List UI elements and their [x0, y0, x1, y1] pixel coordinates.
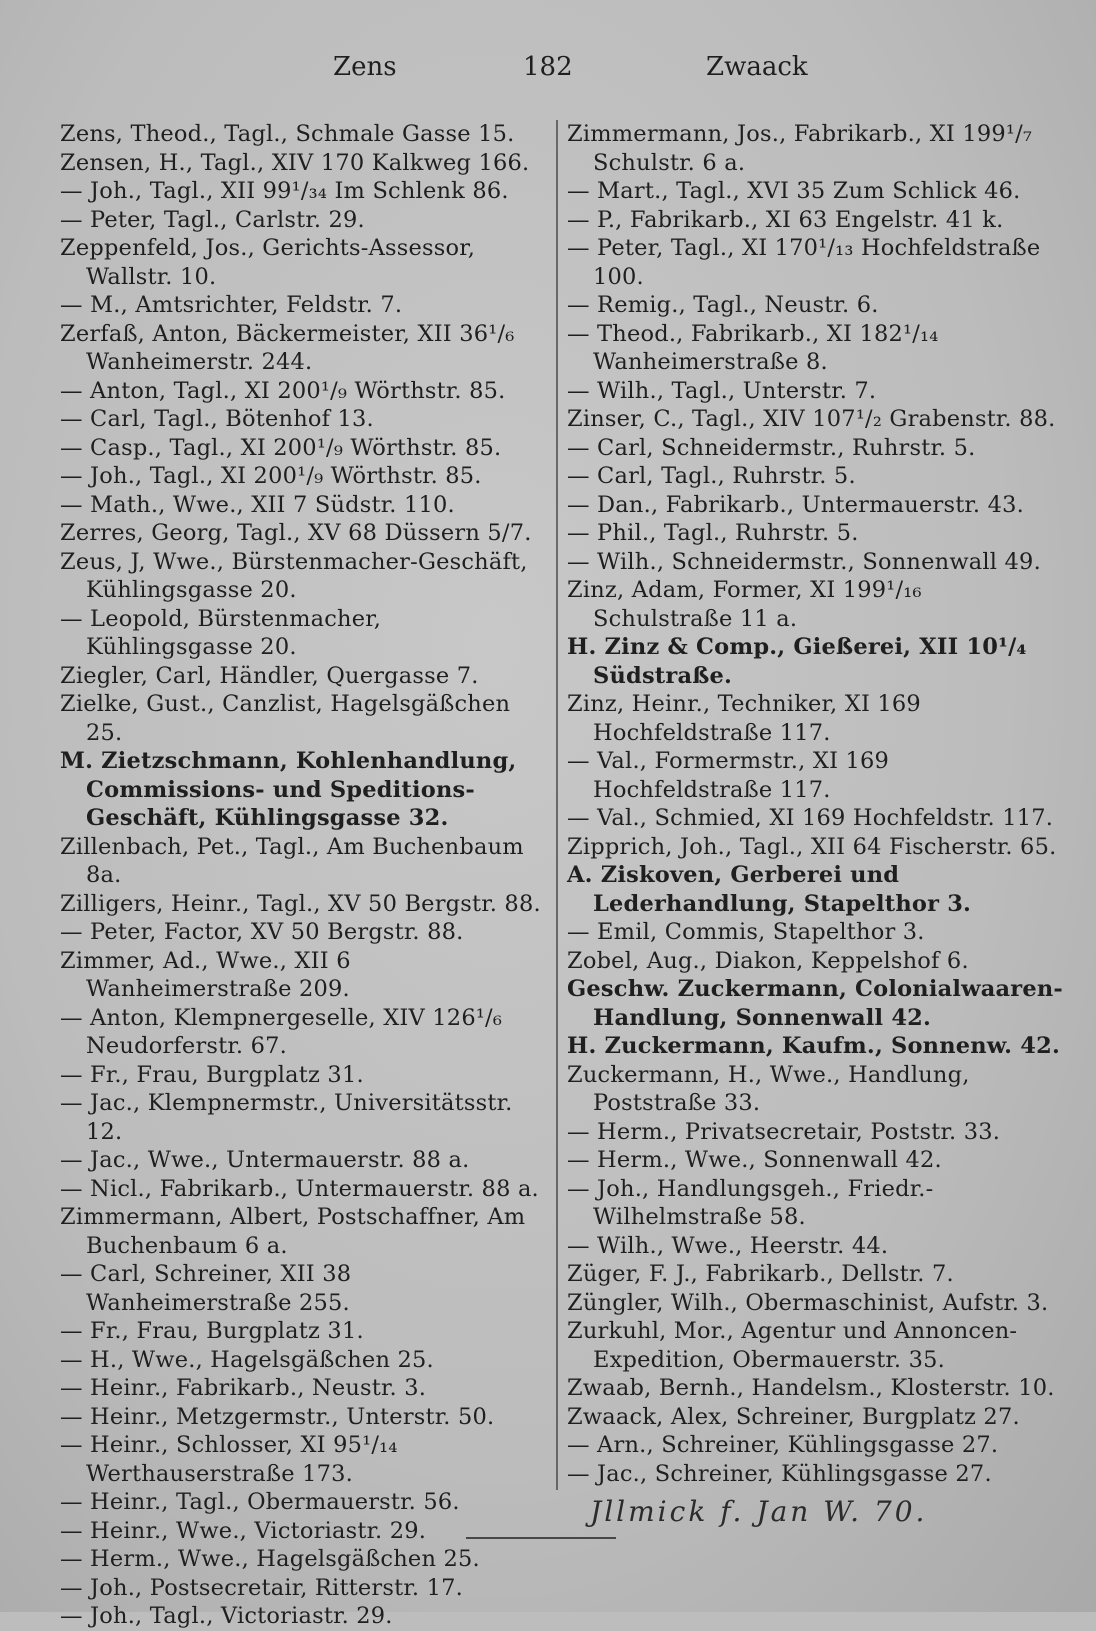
directory-entry: Zwaab, Bernh., Handelsm., Klosterstr. 10. — [567, 1375, 1055, 1401]
directory-entry: — Anton, Klempnergeselle, XIV 126¹/₆ Neudorferstr. 67. — [60, 1004, 503, 1059]
directory-entry: — Peter, Factor, XV 50 Bergstr. 88. — [60, 919, 464, 945]
directory-entry: Zeppenfeld, Jos., Gerichts-Assessor, Wallstr. 10. — [60, 235, 476, 290]
directory-entry: — Anton, Tagl., XI 200¹/₉ Wörthstr. 85. — [60, 377, 506, 404]
directory-entry: — Leopold, Bürstenmacher, Kühlingsgasse 20. — [60, 605, 382, 660]
left-column — [60, 120, 548, 1631]
directory-entry: — Val., Formermstr., XI 169 Hochfeldstraße 117. — [567, 748, 890, 803]
directory-entry: Zuckermann, H., Wwe., Handlung, Poststraße 33. — [567, 1061, 970, 1116]
directory-entry: Zens, Theod., Tagl., Schmale Gasse 15. — [60, 121, 515, 147]
directory-entry: — M., Amtsrichter, Feldstr. 7. — [60, 292, 403, 318]
directory-entry: Zerfaß, Anton, Bäckermeister, XII 36¹/₆ Wanheimerstr. 244. — [60, 320, 515, 375]
directory-entry: — Carl, Tagl., Bötenhof 13. — [60, 406, 374, 432]
directory-entry: Zimmer, Ad., Wwe., XII 6 Wanheimerstraße 209. — [60, 947, 351, 1002]
header-left-keyword: Zens — [333, 52, 397, 82]
directory-entry: Ziegler, Carl, Händler, Quergasse 7. — [60, 662, 479, 689]
directory-entry: — Val., Schmied, XI 169 Hochfeldstr. 117. — [567, 805, 1054, 831]
directory-entry: — Herm., Wwe., Hagelsgäßchen 25. — [60, 1546, 480, 1572]
directory-entry: — Emil, Commis, Stapelthor 3. — [567, 919, 925, 945]
directory-entry: — Fr., Frau, Burgplatz 31. — [60, 1318, 364, 1344]
directory-entry: Zwaack, Alex, Schreiner, Burgplatz 27. — [567, 1403, 1020, 1430]
directory-entry: — Joh., Tagl., Victoriastr. 29. — [60, 1603, 393, 1629]
directory-entry: — Carl, Schneidermstr., Ruhrstr. 5. — [567, 434, 976, 461]
directory-entry: Zipprich, Joh., Tagl., XII 64 Fischerstr. 65. — [567, 833, 1057, 860]
directory-entry: Geschw. Zuckermann, Colonialwaaren-Handlung, Sonnenwall 42. — [567, 976, 1063, 1031]
directory-entry: — Phil., Tagl., Ruhrstr. 5. — [567, 520, 859, 546]
directory-entry: — Heinr., Fabrikarb., Neustr. 3. — [60, 1375, 427, 1401]
directory-entry: A. Ziskoven, Gerberei und Lederhandlung, Stapelthor 3. — [567, 862, 972, 917]
directory-entry: H. Zinz & Comp., Gießerei, XII 10¹/₄ Südstraße. — [567, 634, 1027, 689]
directory-entry: — Peter, Tagl., Carlstr. 29. — [60, 206, 365, 233]
directory-entry: — P., Fabrikarb., XI 63 Engelstr. 41 k. — [567, 206, 1004, 233]
column-divider — [556, 120, 558, 1490]
directory-entry: — Heinr., Schlosser, XI 95¹/₁₄ Werthauserstraße 173. — [60, 1432, 398, 1487]
directory-entry: — Jac., Schreiner, Kühlingsgasse 27. — [567, 1460, 992, 1487]
directory-entry: — Joh., Handlungsgeh., Friedr.-Wilhelmstraße 58. — [567, 1175, 934, 1230]
directory-entry: — Heinr., Tagl., Obermauerstr. 56. — [60, 1489, 460, 1515]
directory-entry: — Jac., Wwe., Untermauerstr. 88 a. — [60, 1147, 470, 1173]
directory-entry: — Wilh., Tagl., Unterstr. 7. — [567, 377, 877, 404]
directory-entry: Zensen, H., Tagl., XIV 170 Kalkweg 166. — [60, 149, 530, 176]
directory-entry: — Dan., Fabrikarb., Untermauerstr. 43. — [567, 491, 1025, 518]
directory-entry: Zinz, Adam, Former, XI 199¹/₁₆ Schulstraße 11 a. — [567, 577, 922, 632]
handwritten-note: Jllmick f. Jan W. 70. — [590, 1495, 928, 1528]
directory-entry: — Joh., Postsecretair, Ritterstr. 17. — [60, 1574, 463, 1601]
page-header — [0, 52, 1096, 92]
directory-entry: — Remig., Tagl., Neustr. 6. — [567, 292, 879, 318]
directory-entry: — Wilh., Schneidermstr., Sonnenwall 49. — [567, 548, 1041, 575]
directory-entry: — Nicl., Fabrikarb., Untermauerstr. 88 a. — [60, 1175, 539, 1202]
directory-entry: Zinz, Heinr., Techniker, XI 169 Hochfeldstraße 117. — [567, 691, 921, 746]
directory-entry: — Herm., Privatsecretair, Poststr. 33. — [567, 1118, 1001, 1145]
directory-entry: — Herm., Wwe., Sonnenwall 42. — [567, 1147, 942, 1173]
directory-entry: — Casp., Tagl., XI 200¹/₉ Wörthstr. 85. — [60, 434, 502, 461]
directory-entry: Zeus, J, Wwe., Bürstenmacher-Geschäft, Kühlingsgasse 20. — [60, 548, 528, 603]
directory-entry: — Heinr., Wwe., Victoriastr. 29. — [60, 1517, 427, 1544]
directory-entry: M. Zietzschmann, Kohlenhandlung, Commissions- und Speditions-Geschäft, Kühlingsgasse 32. — [60, 748, 517, 831]
directory-entry: — Peter, Tagl., XI 170¹/₁₃ Hochfeldstraße 100. — [567, 235, 1041, 290]
right-column — [567, 120, 1065, 1488]
directory-entry: Zielke, Gust., Canzlist, Hagelsgäßchen 25. — [60, 691, 511, 746]
directory-entry: — H., Wwe., Hagelsgäßchen 25. — [60, 1346, 434, 1373]
directory-entry: — Joh., Tagl., XII 99¹/₃₄ Im Schlenk 86. — [60, 178, 509, 204]
directory-entry: H. Zuckermann, Kaufm., Sonnenw. 42. — [567, 1033, 1060, 1059]
directory-entry: — Mart., Tagl., XVI 35 Zum Schlick 46. — [567, 178, 1021, 204]
directory-entry: Zerres, Georg, Tagl., XV 68 Düssern 5/7. — [60, 520, 532, 546]
directory-entry: Zilligers, Heinr., Tagl., XV 50 Bergstr. 88. — [60, 890, 541, 917]
directory-entry: Zurkuhl, Mor., Agentur und Annoncen-Expedition, Obermauerstr. 35. — [567, 1318, 1018, 1373]
directory-entry: — Carl, Tagl., Ruhrstr. 5. — [567, 463, 856, 489]
directory-entry: — Arn., Schreiner, Kühlingsgasse 27. — [567, 1432, 999, 1458]
directory-entry: Zinser, C., Tagl., XIV 107¹/₂ Grabenstr. 88. — [567, 406, 1056, 432]
directory-entry: Zillenbach, Pet., Tagl., Am Buchenbaum 8a. — [60, 833, 524, 888]
directory-entry: Zobel, Aug., Diakon, Keppelshof 6. — [567, 947, 969, 974]
directory-entry: Zimmermann, Jos., Fabrikarb., XI 199¹/₇ Schulstr. 6 a. — [567, 121, 1033, 176]
directory-entry: — Theod., Fabrikarb., XI 182¹/₁₄ Wanheimerstraße 8. — [567, 320, 939, 375]
directory-entry: Züger, F. J., Fabrikarb., Dellstr. 7. — [567, 1261, 954, 1287]
directory-entry: — Joh., Tagl., XI 200¹/₉ Wörthstr. 85. — [60, 463, 482, 489]
directory-entry: — Math., Wwe., XII 7 Südstr. 110. — [60, 491, 455, 518]
header-right-keyword: Zwaack — [706, 52, 808, 82]
directory-entry: — Carl, Schreiner, XII 38 Wanheimerstraße 255. — [60, 1261, 352, 1316]
directory-entry: — Fr., Frau, Burgplatz 31. — [60, 1061, 364, 1088]
directory-entry: — Jac., Klempnermstr., Universitätsstr. 12. — [60, 1090, 513, 1145]
directory-entry: Zimmermann, Albert, Postschaffner, Am Buchenbaum 6 a. — [60, 1204, 526, 1259]
handwritten-underline — [466, 1537, 616, 1539]
page-number: 182 — [523, 52, 573, 82]
directory-entry: — Wilh., Wwe., Heerstr. 44. — [567, 1232, 889, 1259]
directory-entry: — Heinr., Metzgermstr., Unterstr. 50. — [60, 1403, 495, 1430]
directory-entry: Züngler, Wilh., Obermaschinist, Aufstr. 3. — [567, 1289, 1049, 1316]
